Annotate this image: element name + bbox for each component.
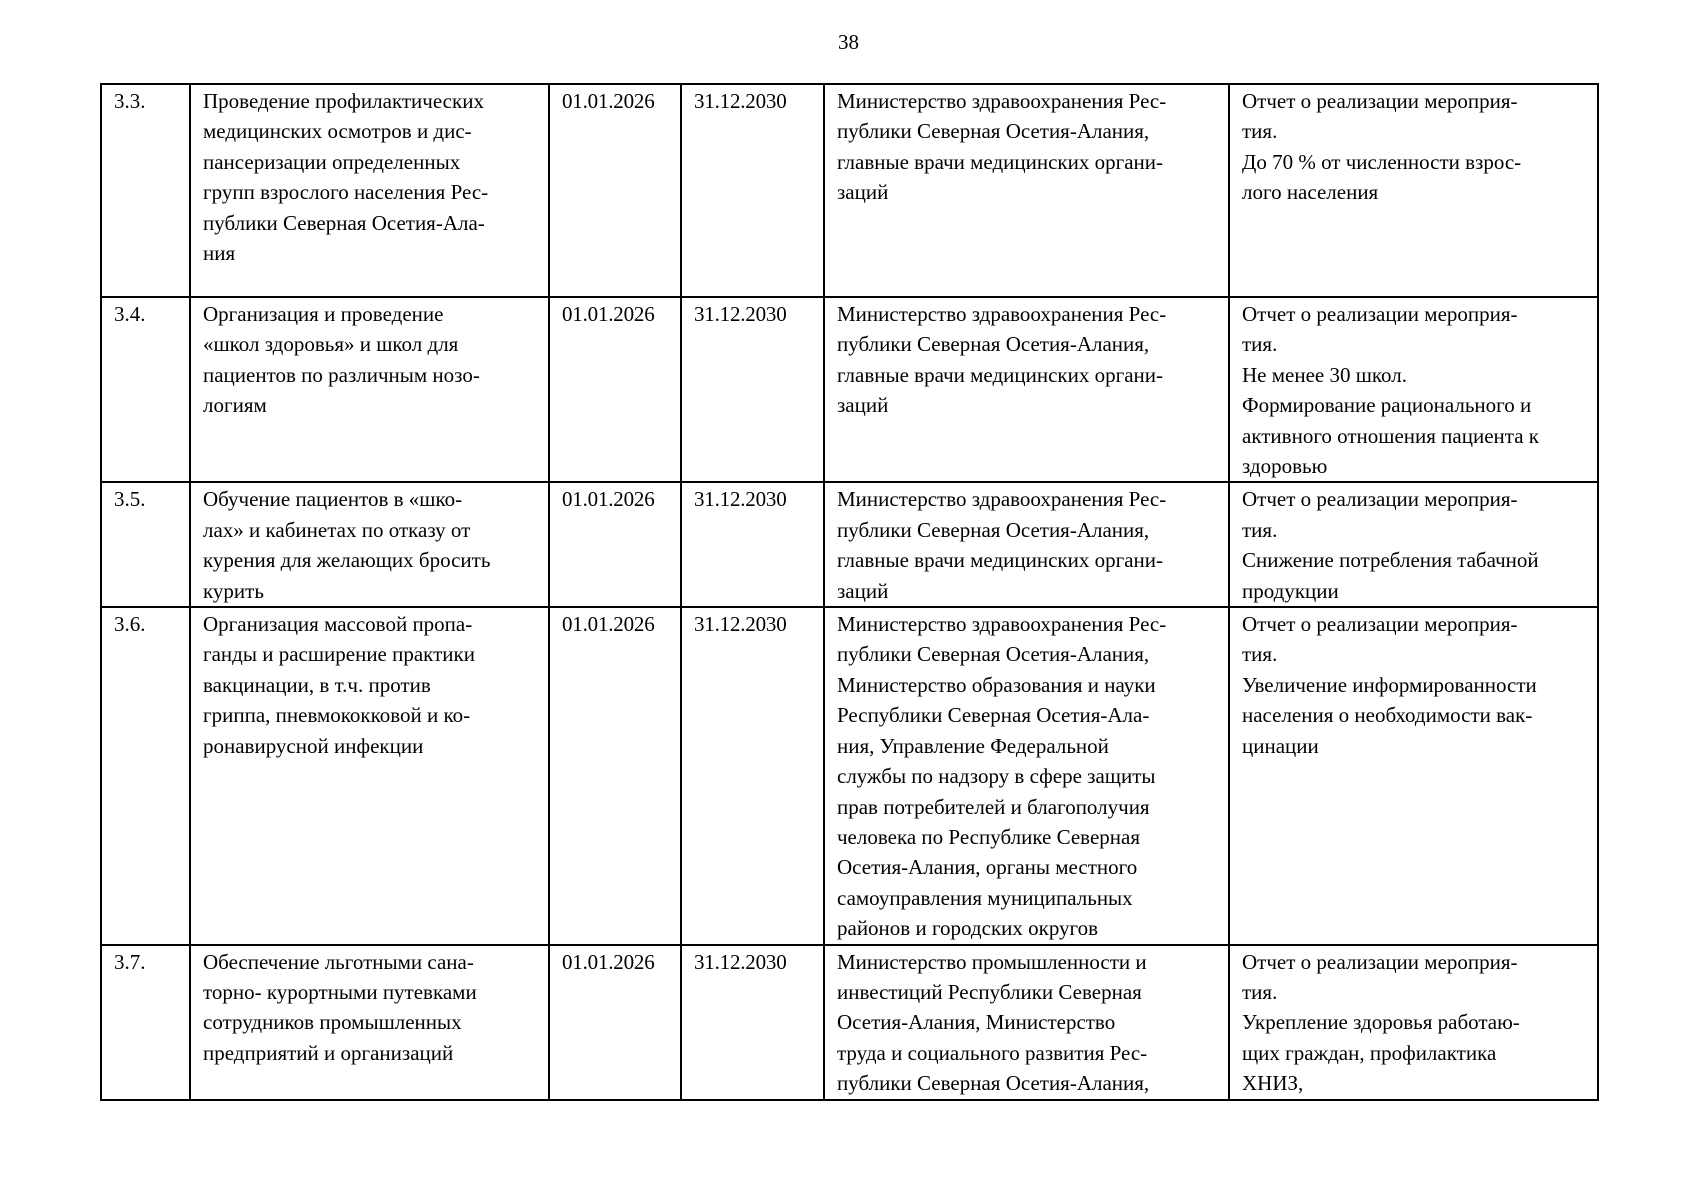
text-line: населения о необходимости вак- [1242, 703, 1533, 728]
text-line: Министерство образования и науки [837, 672, 1156, 697]
row-number: 3.6. [101, 607, 190, 944]
result-cell [1229, 297, 1598, 482]
text-line: курения для желающих бросить [203, 548, 491, 573]
result-cell [1229, 607, 1598, 944]
row-number: 3.5. [101, 482, 190, 607]
executors-cell [824, 84, 1229, 297]
text-line: публики Северная Осетия-Алания, [837, 119, 1150, 144]
executors-cell [824, 482, 1229, 607]
text-line: Обеспечение льготными сана- [203, 949, 474, 974]
text-line: здоровью [1242, 454, 1328, 479]
text-line: тия. [1242, 979, 1278, 1004]
end-date: 31.12.2030 [681, 607, 824, 944]
table-row [101, 84, 1598, 297]
event-cell [190, 482, 549, 607]
end-date: 31.12.2030 [681, 297, 824, 482]
text-line: Отчет о реализации мероприя- [1242, 302, 1518, 326]
executors-cell [824, 607, 1229, 944]
text-line: публики Северная Осетия-Ала- [203, 210, 485, 235]
event-cell [190, 945, 549, 1100]
text-line: Министерство здравоохранения Рес- [837, 302, 1167, 326]
text-line: цинации [1242, 733, 1319, 758]
text-line: лого населения [1242, 180, 1379, 205]
text-line: Отчет о реализации мероприя- [1242, 612, 1518, 637]
text-line: Обучение пациентов в «шко- [203, 487, 463, 512]
text-line: публики Северная Осетия-Алания, [837, 332, 1150, 357]
text-line: Отчет о реализации мероприя- [1242, 89, 1518, 113]
text-line: торно- курортными путевками [203, 979, 477, 1004]
start-date: 01.01.2026 [549, 607, 681, 944]
text-line: гриппа, пневмококковой и ко- [203, 703, 471, 728]
text-line: инвестиций Республики Северная [837, 979, 1142, 1004]
text-line: пациентов по различным нозо- [203, 362, 480, 387]
result-cell [1229, 482, 1598, 607]
text-line: Укрепление здоровья работаю- [1242, 1010, 1520, 1035]
executors-cell [824, 297, 1229, 482]
table-row [101, 607, 1598, 944]
text-line: Осетия-Алания, Министерство [837, 1010, 1116, 1035]
text-line: публики Северная Осетия-Алания, [837, 1071, 1150, 1096]
text-line: пансеризации определенных [203, 149, 461, 174]
text-line: районов и городских округов [837, 916, 1099, 941]
text-line: предприятий и организаций [203, 1040, 454, 1065]
start-date: 01.01.2026 [549, 482, 681, 607]
text-line: медицинских осмотров и дис- [203, 119, 472, 144]
text-line: Министерство здравоохранения Рес- [837, 89, 1167, 113]
text-line: тия. [1242, 119, 1278, 144]
text-line: заций [837, 393, 889, 418]
table-row [101, 297, 1598, 482]
text-line: сотрудников промышленных [203, 1010, 462, 1035]
text-line: До 70 % от численности взрос- [1242, 149, 1522, 174]
text-line: Проведение профилактических [203, 89, 484, 113]
text-line: продукции [1242, 578, 1339, 603]
text-line: человека по Республике Северная [837, 824, 1140, 849]
text-line: лах» и кабинетах по отказу от [203, 517, 471, 542]
text-line: главные врачи медицинских органи- [837, 548, 1164, 573]
row-number: 3.3. [101, 84, 190, 297]
text-line: тия. [1242, 517, 1278, 542]
text-line: главные врачи медицинских органи- [837, 149, 1164, 174]
measures-table [100, 83, 1599, 1101]
text-line: щих граждан, профилактика [1242, 1040, 1497, 1065]
text-line: ганды и расширение практики [203, 642, 475, 667]
text-line: курить [203, 578, 264, 603]
text-line: тия. [1242, 332, 1278, 357]
text-line: труда и социального развития Рес- [837, 1040, 1148, 1065]
text-line: Осетия-Алания, органы местного [837, 855, 1138, 880]
result-cell [1229, 945, 1598, 1100]
text-line: Увеличение информированности [1242, 672, 1537, 697]
text-line: Отчет о реализации мероприя- [1242, 949, 1518, 974]
text-line: групп взрослого населения Рес- [203, 180, 489, 205]
start-date: 01.01.2026 [549, 945, 681, 1100]
text-line: службы по надзору в сфере защиты [837, 764, 1156, 789]
end-date: 31.12.2030 [681, 945, 824, 1100]
text-line: Не менее 30 школ. [1242, 362, 1407, 387]
text-line: ния, Управление Федеральной [837, 733, 1109, 758]
text-line: Министерство здравоохранения Рес- [837, 612, 1167, 637]
text-line: прав потребителей и благополучия [837, 794, 1150, 819]
end-date: 31.12.2030 [681, 84, 824, 297]
result-cell [1229, 84, 1598, 297]
row-number: 3.4. [101, 297, 190, 482]
text-line: ронавирусной инфекции [203, 733, 424, 758]
end-date: 31.12.2030 [681, 482, 824, 607]
text-line: Организация массовой пропа- [203, 612, 473, 637]
event-cell [190, 607, 549, 944]
event-cell [190, 84, 549, 297]
text-line: публики Северная Осетия-Алания, [837, 642, 1150, 667]
text-line: логиям [203, 393, 267, 418]
text-line: Отчет о реализации мероприя- [1242, 487, 1518, 512]
text-line: самоуправления муниципальных [837, 885, 1133, 910]
text-line: Министерство промышленности и [837, 949, 1147, 974]
text-line: ния [203, 241, 236, 266]
text-line: Снижение потребления табачной [1242, 548, 1539, 573]
text-line: заций [837, 180, 889, 205]
text-line: Республики Северная Осетия-Ала- [837, 703, 1150, 728]
text-line: главные врачи медицинских органи- [837, 362, 1164, 387]
event-cell [190, 297, 549, 482]
text-line: активного отношения пациента к [1242, 423, 1539, 448]
text-line: тия. [1242, 642, 1278, 667]
table-row [101, 945, 1598, 1100]
row-number: 3.7. [101, 945, 190, 1100]
executors-cell [824, 945, 1229, 1100]
text-line: заций [837, 578, 889, 603]
text-line: Организация и проведение [203, 302, 444, 326]
text-line: публики Северная Осетия-Алания, [837, 517, 1150, 542]
start-date: 01.01.2026 [549, 297, 681, 482]
text-line: ХНИЗ, [1242, 1071, 1304, 1096]
table-row [101, 482, 1598, 607]
text-line: вакцинации, в т.ч. против [203, 672, 431, 697]
start-date: 01.01.2026 [549, 84, 681, 297]
text-line: Формирование рационального и [1242, 393, 1532, 418]
page-number: 38 [838, 30, 859, 54]
text-line: «школ здоровья» и школ для [203, 332, 459, 357]
text-line: Министерство здравоохранения Рес- [837, 487, 1167, 512]
